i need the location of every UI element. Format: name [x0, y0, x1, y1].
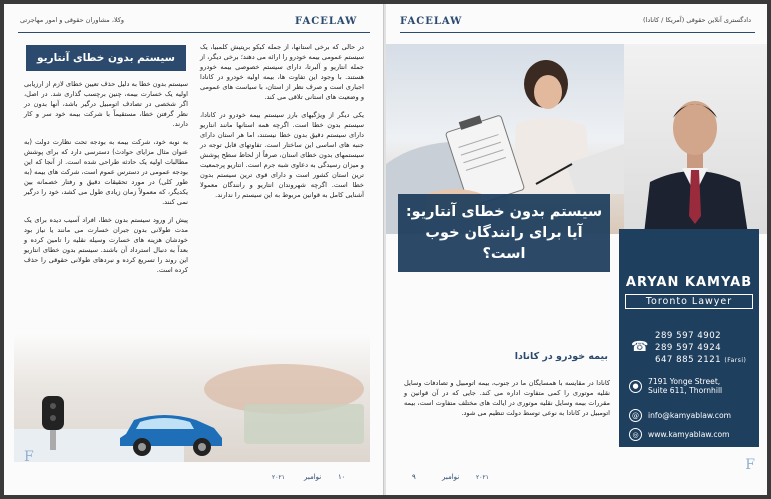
lawyer-title: Toronto Lawyer — [625, 294, 753, 309]
phone-farsi-row[interactable] — [655, 355, 746, 365]
car-insurance-photo — [14, 334, 370, 462]
right-page — [386, 4, 767, 495]
header-rule — [18, 32, 370, 33]
paragraph: در حالی که برخی استانها، از جمله کبکو بریتیش کلمبیا، یک سیستم عمومی بیمه خودرو را ارائه می دهند؛ برخی دیگر، از جمله انتاریو و آلبرتا، دارای سیستم خصوصی بیمه خودرو هستند. با وجود این تفاوت ها، بیمه اولیه خودرو در کانادا اجباری است و صرف نظر از استان، با سیاست های عمومی و وضعیت های استانی تلاقی می کند. — [200, 43, 364, 101]
magazine-brand: FACELAW — [400, 16, 463, 27]
section-title: سیستم بدون خطای آنتاریو — [26, 45, 186, 71]
website-row[interactable] — [629, 428, 753, 441]
issue-year: ۲۰۲۱ — [272, 474, 285, 481]
page-number: ۹ — [412, 473, 416, 481]
address-row — [629, 377, 753, 395]
phone-number[interactable]: 289 597 4924 — [655, 343, 722, 353]
article-headline: سیستم بدون خطای آنتاریو: آیا برای رانندگان خوب است؟ — [398, 194, 610, 272]
phone-icon: ☎ — [631, 339, 649, 355]
paragraph: سیستم بدون خطا به دلیل حذف تعیین خطای لازم از ارزیابی اولیه یک خسارت بیمه، چنین برچسب گذاری شد. در اصل، اگر شخصی در تصادف اتومبیل درگیر باشد، آنها بدون در نظر گرفتن خطا، مستقیماً با شرکت بیمه خود سر و کار دارند. — [24, 80, 188, 128]
header-subtitle: دادگستری آنلاین حقوقی (آمریکا / کانادا) — [643, 16, 751, 24]
article-body: کانادا در مقایسه با همسایگان ما در جنوب، بیمه اتومبیل و تصادفات وسایل نقلیه موتوری را کمی متفاوت اداره می کند. جایی که در آن قوانین و مقررات بیمه وسایل نقلیه موتوری در ایالت های مختلف متفاوت است، بیمه اتومبیل در کانادا به نوعی توسط دولت تنظیم می شود. — [404, 379, 610, 417]
phone-number[interactable]: 289 597 4902 — [655, 331, 722, 341]
paragraph: پیش از ورود سیستم بدون خطا، افراد آسیب دیده برای یک مدت طولانی بدون جبران خسارت می مانند یا نیاز بود خودشان هزینه های خسارت وسیله نقلیه را تامین کرده و بعداً به دنبال استرداد آن باشند. سیستم بدون خطای انتاریو این روند را تسریع کرده و نبردهای طولانی حقوقی را حذف کرده است. — [24, 216, 188, 274]
magazine-brand: FACELAW — [295, 16, 358, 27]
header-rule — [400, 32, 755, 33]
issue-year: ۲۰۲۱ — [476, 474, 489, 481]
left-page — [4, 4, 384, 495]
email-link[interactable]: info@kamyablaw.com — [648, 411, 732, 420]
website-link[interactable]: www.kamyablaw.com — [648, 430, 730, 439]
location-pin-icon: ● — [629, 380, 642, 393]
issue-month: نوامبر — [442, 473, 460, 481]
banknotes — [244, 404, 364, 444]
issue-month: نوامبر — [304, 473, 322, 481]
email-icon: @ — [629, 409, 642, 422]
email-row[interactable] — [629, 409, 753, 422]
lawyer-name: ARYAN KAMYAB — [625, 275, 753, 290]
left-page-column-right — [24, 79, 188, 283]
facelaw-logo-mark: F — [24, 449, 34, 465]
paragraph: یکی دیگر از ویژگیهای بارز سیستم بیمه خودرو در کانادا، سیستم بدون خطا است. اگرچه همه استانها مانند انتاریو دارای سیستم دقیق بدون خطا نیستند، اما هر استان دارای جنبه های اساسی این ساختار است. تفاوتهای قابل توجه در سیستمهای بدون خطای استان، صرفاً از لحاظ سطح پوشش و میزان رسیدگی به دعاوی شبه جرم است. انتاریو پرجمعیت ترین استان کشور است و دارای قوی ترین سیستم بدون خطا است. اگرچه شهروندان انتاریو و رانندگان معمولا آشنایی کامل به قوانین مربوط به این سیستم را ندارند. — [200, 111, 364, 199]
phone-number[interactable]: 647 885 2121 — [655, 355, 722, 365]
page-number: ۱۰ — [338, 473, 346, 481]
paragraph: به نوبه خود، شرکت بیمه به بودجه تحت نظارت دولت (به عنوان مثال مزایای حوادث) دسترسی دارد که برای پوشش مطالبات اولیه یک حادثه طراحی شده است. از آنجا که این بودجه عمومی در دسترس عموم است، شرکت های بیمه (به طور کلی) در مورد تحقیقات دقیق و رفتار خصمانه بین یکدیگر، که معمولاً زمان زیادی طول می کشد، خود را درگیر نمی کنند. — [24, 138, 188, 206]
facelaw-logo-mark: F — [745, 457, 755, 473]
tie — [689, 170, 701, 224]
lawyer-portrait — [624, 44, 767, 234]
header-subtitle: وکلا، مشاوران حقوقی و امور مهاجرتی — [20, 16, 125, 24]
woman-face — [534, 75, 562, 109]
phone-note: (Farsi) — [724, 357, 747, 364]
photo-illustration — [14, 334, 370, 462]
globe-icon: ◎ — [629, 428, 642, 441]
lawyer-contact-card — [619, 229, 759, 447]
address-line: Suite 611, Thornhill — [648, 386, 723, 395]
article-subheading: بیمه خودرو در کانادا — [514, 351, 608, 362]
lawyer-illustration — [624, 44, 767, 234]
address-line: 7191 Yonge Street, — [648, 377, 721, 386]
left-page-column-left — [200, 42, 364, 208]
face — [673, 101, 717, 155]
